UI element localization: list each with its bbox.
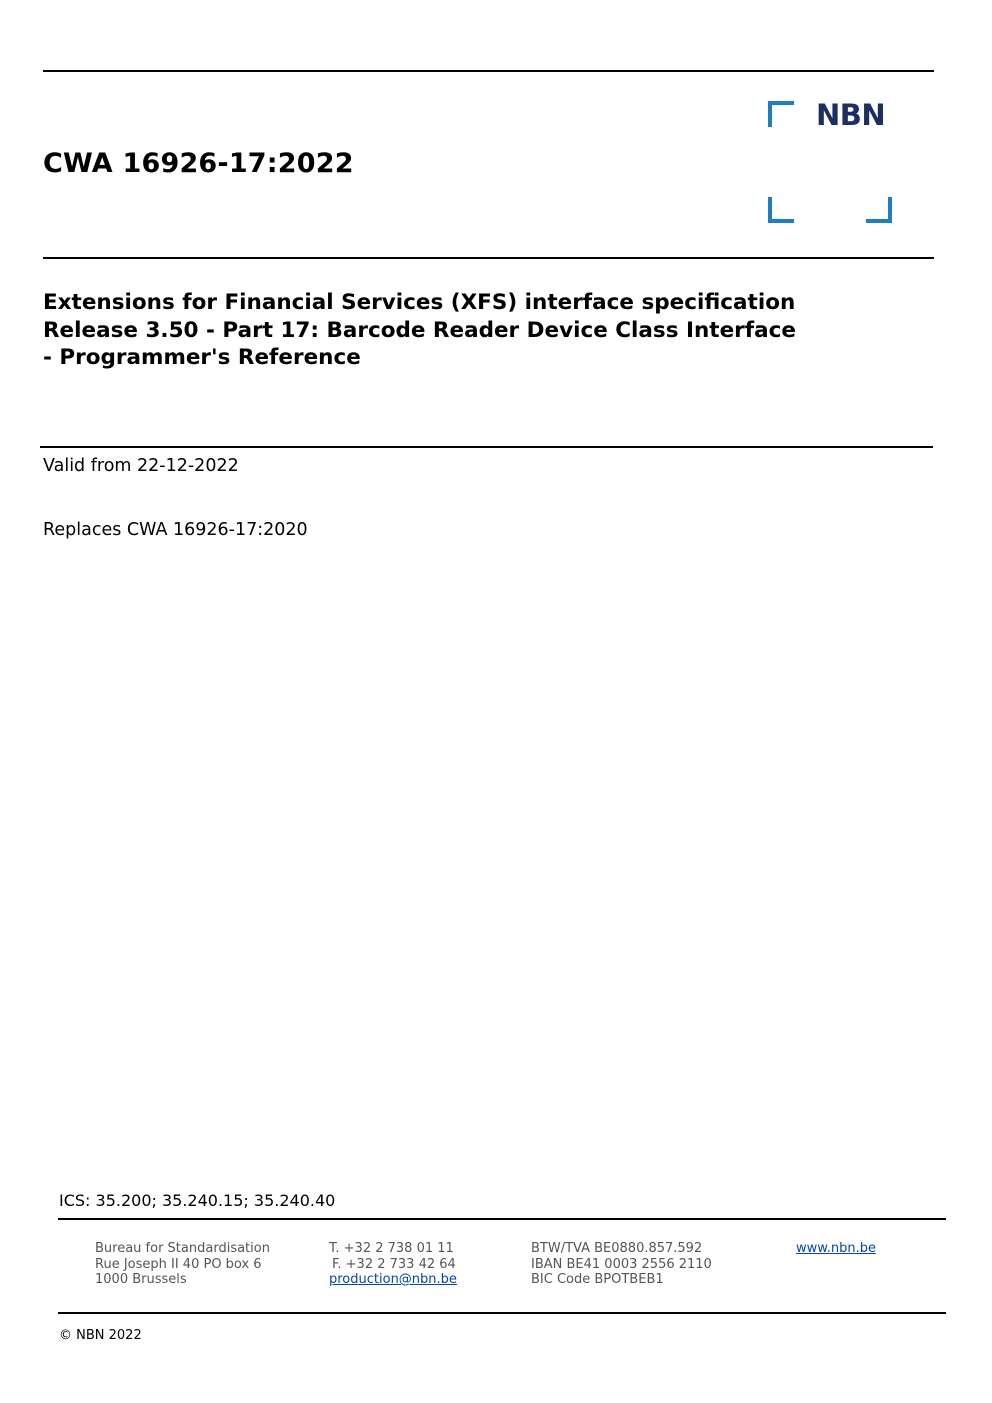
bank-line: BTW/TVA BE0880.857.592	[531, 1241, 703, 1256]
header-bottom-rule	[43, 257, 934, 259]
nbn-logo	[768, 98, 892, 223]
document-code: CWA 16926-17:2022	[43, 148, 354, 179]
title-line: Release 3.50 - Part 17: Barcode Reader Device Class Interface	[43, 317, 796, 343]
ics-codes: ICS: 35.200; 35.240.15; 35.240.40	[59, 1191, 336, 1210]
bank-line: BIC Code BPOTBEB1	[531, 1272, 664, 1287]
top-rule	[43, 70, 934, 72]
valid-from: Valid from 22-12-2022	[43, 456, 239, 476]
phone-number: T. +32 2 738 01 11	[329, 1241, 454, 1256]
logo-corner-top-left	[768, 101, 794, 127]
replaces-note: Replaces CWA 16926-17:2020	[43, 520, 308, 540]
email-link[interactable]: production@nbn.be	[329, 1272, 457, 1287]
title-bottom-rule	[40, 446, 933, 448]
footer-address	[95, 1241, 270, 1288]
logo-wordmark: NBN	[816, 98, 886, 132]
fax-number: F. +32 2 733 42 64	[332, 1256, 456, 1272]
document-title	[43, 289, 933, 372]
logo-corner-bottom-right	[866, 197, 892, 223]
footer-bottom-rule	[58, 1312, 946, 1314]
logo-corner-bottom-left	[768, 197, 794, 223]
bank-line: IBAN BE41 0003 2556 2110	[531, 1256, 712, 1272]
address-line: 1000 Brussels	[95, 1272, 187, 1287]
copyright: © NBN 2022	[59, 1328, 142, 1343]
address-line: Rue Joseph II 40 PO box 6	[95, 1256, 262, 1272]
footer-top-rule	[58, 1218, 946, 1220]
footer-website	[796, 1241, 876, 1257]
footer-bank	[531, 1241, 712, 1288]
title-line: - Programmer's Reference	[43, 345, 361, 370]
address-line: Bureau for Standardisation	[95, 1241, 270, 1256]
website-link[interactable]: www.nbn.be	[796, 1241, 876, 1256]
footer-contact	[329, 1241, 457, 1288]
title-line: Extensions for Financial Services (XFS) interface specification	[43, 290, 796, 315]
